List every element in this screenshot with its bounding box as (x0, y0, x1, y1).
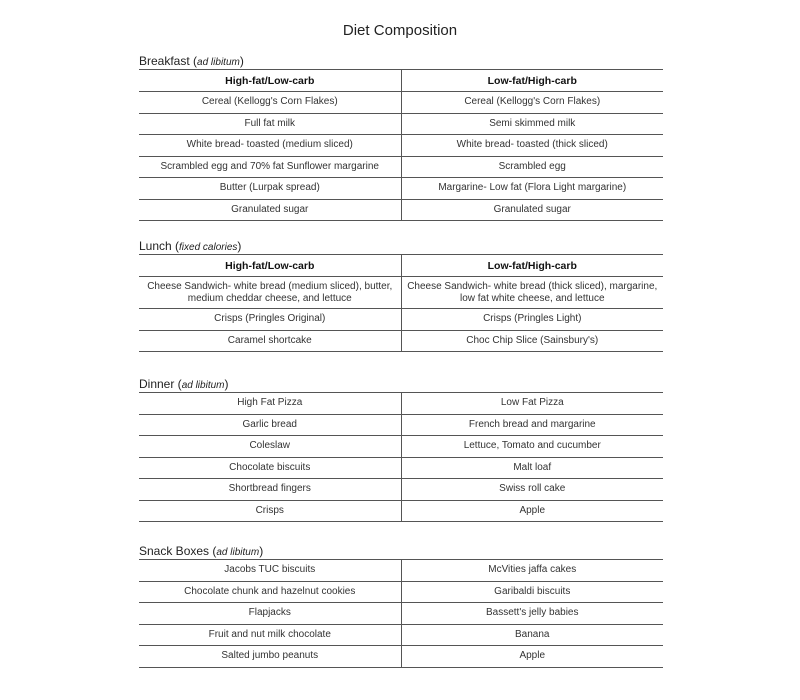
table-row (139, 603, 663, 625)
table-cell-right: Cheese Sandwich- white bread (thick sliced), margarine, low fat white cheese, and lettuce (401, 277, 663, 309)
table-cell-left: Scrambled egg and 70% fat Sunflower margarine (139, 156, 401, 178)
table-cell-right: Malt loaf (401, 457, 663, 479)
dinner-label: Dinner (ad libitum) (139, 377, 229, 391)
table-cell-left: Jacobs TUC biscuits (139, 560, 401, 582)
table-header-row (139, 255, 663, 277)
table-header-row (139, 70, 663, 92)
table-cell-right: Apple (401, 500, 663, 522)
lunch-section (139, 239, 663, 352)
table-row (139, 479, 663, 501)
breakfast-section (139, 54, 663, 221)
table-cell-left: Coleslaw (139, 436, 401, 458)
table-row (139, 92, 663, 114)
table-cell-right: French bread and margarine (401, 414, 663, 436)
table-row (139, 457, 663, 479)
column-header-low-fat: Low-fat/High-carb (401, 255, 663, 277)
table-cell-left: Chocolate chunk and hazelnut cookies (139, 581, 401, 603)
table-cell-left: Caramel shortcake (139, 330, 401, 352)
dinner-table (139, 392, 663, 522)
table-row (139, 624, 663, 646)
table-cell-right: Choc Chip Slice (Sainsbury's) (401, 330, 663, 352)
table-cell-right: Granulated sugar (401, 199, 663, 221)
table-cell-right: Semi skimmed milk (401, 113, 663, 135)
page-title: Diet Composition (342, 22, 458, 39)
table-row (139, 393, 663, 415)
table-row (139, 414, 663, 436)
table-cell-left: Chocolate biscuits (139, 457, 401, 479)
snack-label: Snack Boxes (ad libitum) (139, 544, 264, 558)
table-cell-right: Margarine- Low fat (Flora Light margarine) (401, 178, 663, 200)
column-header-high-fat: High-fat/Low-carb (139, 70, 401, 92)
table-row (139, 135, 663, 157)
column-header-high-fat: High-fat/Low-carb (139, 255, 401, 277)
table-cell-left: Shortbread fingers (139, 479, 401, 501)
table-row (139, 178, 663, 200)
table-cell-left: Flapjacks (139, 603, 401, 625)
table-row (139, 560, 663, 582)
table-cell-left: Cereal (Kellogg's Corn Flakes) (139, 92, 401, 114)
table-row (139, 500, 663, 522)
table-cell-left: Garlic bread (139, 414, 401, 436)
table-cell-right: Bassett's jelly babies (401, 603, 663, 625)
snack-section (139, 544, 663, 668)
table-cell-right: Swiss roll cake (401, 479, 663, 501)
table-cell-left: Crisps (139, 500, 401, 522)
table-cell-left: White bread- toasted (medium sliced) (139, 135, 401, 157)
table-cell-right: Low Fat Pizza (401, 393, 663, 415)
table-row (139, 156, 663, 178)
table-cell-right: White bread- toasted (thick sliced) (401, 135, 663, 157)
table-row (139, 113, 663, 135)
table-cell-right: Lettuce, Tomato and cucumber (401, 436, 663, 458)
table-cell-right: Cereal (Kellogg's Corn Flakes) (401, 92, 663, 114)
table-cell-left: Full fat milk (139, 113, 401, 135)
table-cell-right: Apple (401, 646, 663, 668)
table-cell-left: Butter (Lurpak spread) (139, 178, 401, 200)
table-row (139, 199, 663, 221)
table-cell-left: Granulated sugar (139, 199, 401, 221)
table-cell-left: High Fat Pizza (139, 393, 401, 415)
table-cell-right: Crisps (Pringles Light) (401, 309, 663, 331)
table-row (139, 646, 663, 668)
table-cell-right: Banana (401, 624, 663, 646)
dinner-section (139, 377, 663, 522)
table-row (139, 436, 663, 458)
table-cell-left: Fruit and nut milk chocolate (139, 624, 401, 646)
table-cell-left: Cheese Sandwich- white bread (medium sliced), butter, medium cheddar cheese, and lettuce (139, 277, 401, 309)
table-row (139, 330, 663, 352)
table-cell-right: Garibaldi biscuits (401, 581, 663, 603)
table-cell-right: McVities jaffa cakes (401, 560, 663, 582)
table-row (139, 581, 663, 603)
breakfast-label: Breakfast (ad libitum) (139, 54, 244, 68)
table-row (139, 277, 663, 309)
lunch-label: Lunch (fixed calories) (139, 239, 242, 253)
lunch-table (139, 254, 663, 352)
snack-table (139, 559, 663, 668)
table-cell-right: Scrambled egg (401, 156, 663, 178)
column-header-low-fat: Low-fat/High-carb (401, 70, 663, 92)
table-row (139, 309, 663, 331)
table-cell-left: Crisps (Pringles Original) (139, 309, 401, 331)
breakfast-table (139, 69, 663, 221)
table-cell-left: Salted jumbo peanuts (139, 646, 401, 668)
